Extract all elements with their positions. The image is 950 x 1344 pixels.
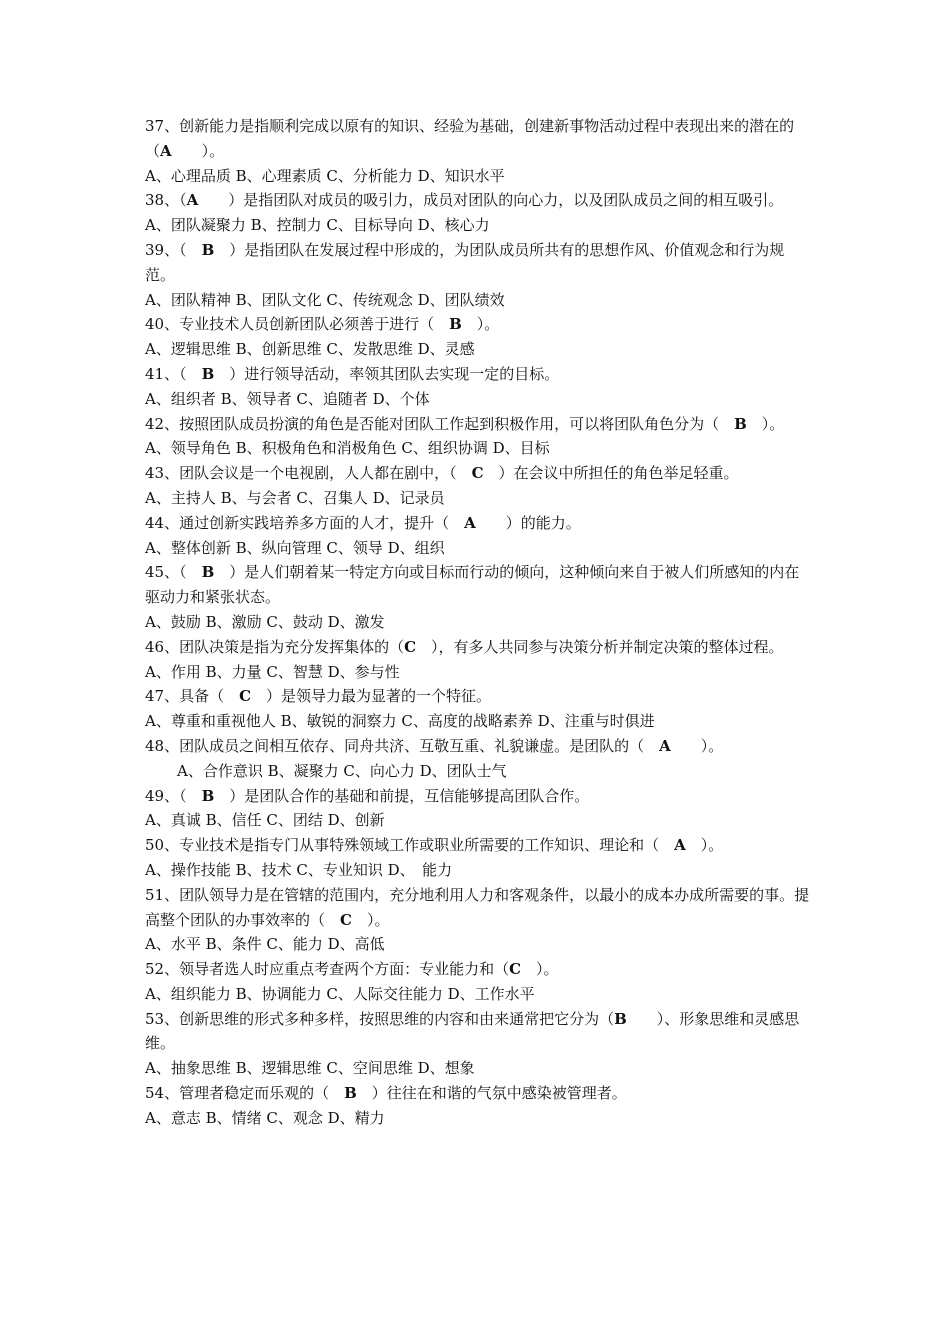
stem-text: 49、（ xyxy=(145,786,202,805)
question-stem xyxy=(145,238,810,288)
question-options: A、水平 B、条件 C、能力 D、高低 xyxy=(145,935,385,954)
answer-letter: C xyxy=(404,637,417,656)
answer-letter: B xyxy=(344,1084,357,1103)
question-stem xyxy=(145,188,810,213)
stem-text: 39、（ xyxy=(145,240,202,259)
question-stem xyxy=(145,461,810,486)
question-options: A、逻辑思维 B、创新思维 C、发散思维 D、灵感 xyxy=(145,340,475,359)
answer-letter: B xyxy=(201,364,215,383)
stem-text: ）。 xyxy=(521,960,559,979)
answer-letter: A xyxy=(674,836,686,855)
stem-text: ）。 xyxy=(746,414,785,433)
stem-text: 40、专业技术人员创新团队必须善于进行（ xyxy=(145,315,450,334)
stem-text: 47、具备（ xyxy=(145,687,240,706)
stem-text: ）是领导力最为显著的一个特征。 xyxy=(251,687,492,706)
stem-text: ）是指团队对成员的吸引力，成员对团队的向心力，以及团队成员之间的相互吸引。 xyxy=(198,191,784,210)
stem-text: 43、团队会议是一个电视剧，人人都在剧中，（ xyxy=(145,464,472,483)
stem-text: ），有多人共同参与决策分析并制定决策的整体过程。 xyxy=(416,637,784,656)
answer-letter: B xyxy=(734,414,747,433)
answer-letter: A xyxy=(160,141,172,160)
question-options: A、意志 B、情绪 C、观念 D、精力 xyxy=(145,1108,385,1127)
stem-text: 53、创新思维的形式多种多样，按照思维的内容和由来通常把它分为（ xyxy=(145,1009,615,1028)
stem-text: 41、（ xyxy=(145,364,202,383)
question-stem xyxy=(145,312,810,337)
stem-text: 37、创新能力是指顺利完成以原有的知识、经验为基础，创建新事物活动过程中表现出来的 xyxy=(145,117,750,135)
answer-letter: B xyxy=(201,786,215,805)
answer-letter: A xyxy=(464,513,476,532)
answer-letter: C xyxy=(340,910,352,929)
answer-letter: B xyxy=(201,563,215,582)
question-options: A、组织能力 B、协调能力 C、人际交往能力 D、工作水平 xyxy=(145,984,535,1003)
question-stem xyxy=(145,684,810,709)
question-stem xyxy=(145,362,810,387)
question-stem xyxy=(145,734,810,759)
question-stem xyxy=(145,833,810,858)
answer-letter: C xyxy=(239,687,252,706)
question-options: A、组织者 B、领导者 C、追随者 D、个体 xyxy=(145,389,430,408)
stem-text: ）进行领导活动，率领其团队去实现一定的目标。 xyxy=(214,364,560,383)
answer-letter: C xyxy=(471,464,484,483)
question-options: A、团队凝聚力 B、控制力 C、目标导向 D、核心力 xyxy=(145,216,490,235)
stem-text: ）。 xyxy=(461,315,500,334)
question-stem xyxy=(145,1007,810,1057)
answer-letter: B xyxy=(614,1009,627,1028)
question-stem xyxy=(145,412,810,437)
question-options: A、心理品质 B、心理素质 C、分析能力 D、知识水平 xyxy=(145,166,505,185)
stem-text: 50、专业技术是指专门从事特殊领域工作或职业所需要的工作知识、理论和（ xyxy=(145,836,675,855)
question-options: A、领导角色 B、积极角色和消极角色 C、组织协调 D、目标 xyxy=(145,439,550,458)
question-list xyxy=(145,114,810,1131)
answer-letter: B xyxy=(449,315,462,334)
stem-text: ）是团队合作的基础和前提，互信能够提高团队合作。 xyxy=(214,786,590,805)
question-options: A、主持人 B、与会者 C、召集人 D、记录员 xyxy=(145,488,445,507)
stem-text: 38、（ xyxy=(145,191,187,210)
stem-text: ）。 xyxy=(171,141,225,160)
stem-text: 46、团队决策是指为充分发挥集体的（ xyxy=(145,637,405,656)
question-options: A、整体创新 B、纵向管理 C、领导 D、组织 xyxy=(145,538,445,557)
question-options: A、团队精神 B、团队文化 C、传统观念 D、团队绩效 xyxy=(145,290,505,309)
stem-text: ）。 xyxy=(685,836,724,855)
question-options: A、作用 B、力量 C、智慧 D、参与性 xyxy=(145,662,400,681)
question-options: A、真诚 B、信任 C、团结 D、创新 xyxy=(145,811,385,830)
stem-text: ）往往在和谐的气氛中感染被管理者。 xyxy=(356,1084,627,1103)
question-stem xyxy=(145,1081,810,1106)
stem-text: 潜在的（ xyxy=(145,117,795,160)
answer-letter: A xyxy=(186,191,199,210)
question-stem xyxy=(145,635,810,660)
question-stem xyxy=(145,957,810,982)
stem-text: ）是指团队在发展过程中形成的，为团队成员所共有的思想作风、价值观念和行为规范。 xyxy=(145,240,785,284)
question-stem xyxy=(145,511,810,536)
stem-text: ）、形象思维和灵感思维。 xyxy=(145,1009,800,1053)
stem-text: ）。 xyxy=(351,910,390,929)
question-stem xyxy=(145,784,810,809)
stem-text: ）。 xyxy=(670,736,724,755)
question-stem xyxy=(145,560,810,610)
stem-text: 54、管理者稳定而乐观的（ xyxy=(145,1084,345,1103)
question-options: A、尊重和重视他人 B、敏锐的洞察力 C、高度的战略素养 D、注重与时俱进 xyxy=(145,712,655,731)
question-options: A、操作技能 B、技术 C、专业知识 D、 能力 xyxy=(145,860,453,879)
answer-letter: A xyxy=(659,736,671,755)
stem-text: 45、（ xyxy=(145,563,202,582)
stem-text: 52、领导者选人时应重点考查两个方面：专业能力和（ xyxy=(145,960,510,979)
question-stem xyxy=(145,114,810,164)
question-stem xyxy=(145,883,810,933)
answer-letter: C xyxy=(509,960,522,979)
answer-letter: B xyxy=(201,240,215,259)
question-options: A、抽象思维 B、逻辑思维 C、空间思维 D、想象 xyxy=(145,1059,475,1078)
stem-text: 51、团队领导力是在管辖的范围内，充分地利用人力和客观条件，以最小的成本办成所需要的事。提高整个团队的办事效率的（ xyxy=(145,885,810,929)
stem-text: 48、团队成员之间相互依存、同舟共济、互敬互重、礼貌谦虚。是团队的（ xyxy=(145,736,660,755)
question-options: A、合作意识 B、凝聚力 C、向心力 D、团队士气 xyxy=(177,761,507,780)
stem-text: ）的能力。 xyxy=(475,513,581,532)
question-options: A、鼓励 B、激励 C、鼓动 D、激发 xyxy=(145,612,385,631)
stem-text: 42、按照团队成员扮演的角色是否能对团队工作起到积极作用，可以将团队角色分为（ xyxy=(145,414,735,433)
stem-text: ）是人们朝着某一特定方向或目标而行动的倾向，这种倾向来自于被人们所感知的内在驱动力和紧张状态。 xyxy=(145,563,800,607)
stem-text: ）在会议中所担任的角色举足轻重。 xyxy=(483,464,739,483)
stem-text: 44、通过创新实践培养多方面的人才，提升（ xyxy=(145,513,465,532)
